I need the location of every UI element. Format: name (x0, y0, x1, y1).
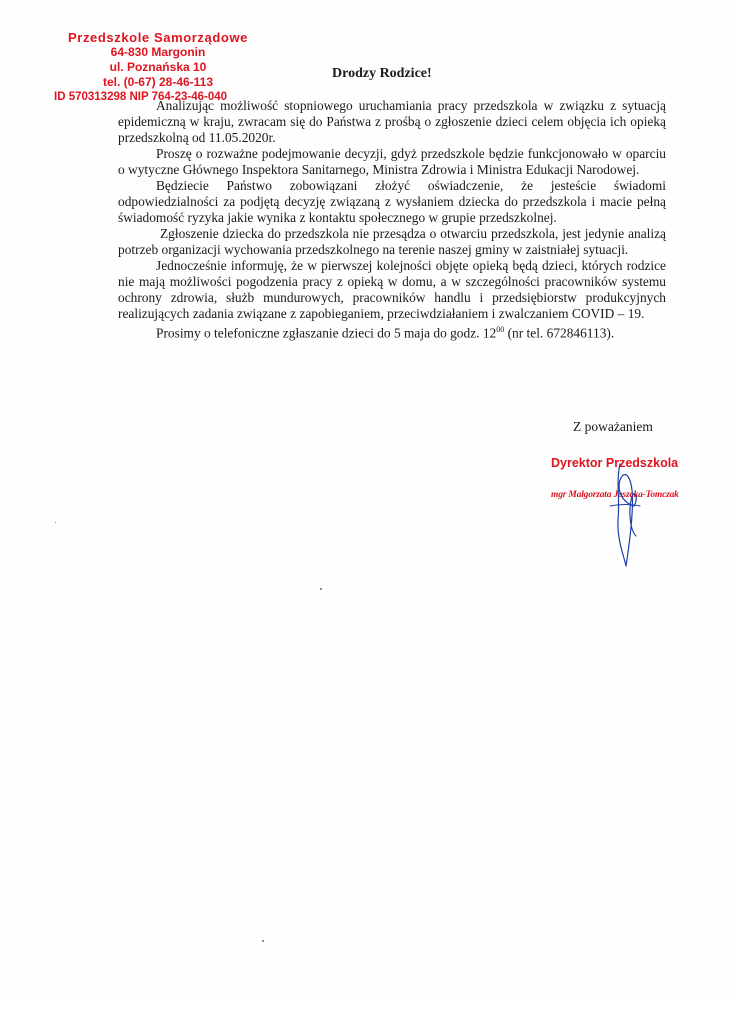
paragraph-5: Jednocześnie informuję, że w pierwszej kolejności objęte opieką będą dzieci, których rodzice nie mają możliwości pogodzenia pracy z opieką w domu, a w szczególności pracowników systemu ochrony zdrowia, służb mundurowych, pracowników handlu i przedsiębiorstw produkcyjnych realizujących zadania związane z zapobieganiem, przeciwdziałaniem i zwalczaniem COVID – 19. (118, 258, 666, 321)
signature-stamp-name: mgr Małgorzata Jaszcka-Tomczak (551, 490, 679, 500)
stamp-line-phone: tel. (0-67) 28-46-113 (102, 75, 214, 89)
scan-speck (262, 940, 264, 942)
paragraph-3: Będziecie Państwo zobowiązani złożyć oświadczenie, że jesteście świadomi odpowiedzialności za podjętą decyzję związaną z wysłaniem dziecka do przedszkola i macie pełną świadomość ryzyka jakie wynika z kontaktu społecznego w grupie przedszkolnej. (118, 178, 666, 225)
stamp-line-city: 64-830 Margonin (110, 45, 206, 59)
scan-speck (320, 588, 322, 590)
signature-stamp-title: Dyrektor Przedszkola (551, 456, 679, 470)
paragraph-2: Proszę o rozważne podejmowanie decyzji, gdyż przedszkole będzie funkcjonowało w oparciu o wytyczne Głównego Inspektora Sanitarnego, Ministra Zdrowia i Ministra Edukacji Narodowej. (118, 146, 666, 177)
paragraph-4: Zgłoszenie dziecka do przedszkola nie przesądza o otwarciu przedszkola, jest jedynie analizą potrzeb organizacji wychowania przedszkolnego na terenie naszej gminy w zaistniałej sytuacji. (118, 226, 666, 257)
letter-greeting: Drodzy Rodzice! (332, 66, 432, 81)
paragraph-6-text: Prosimy o telefoniczne zgłaszanie dzieci do 5 maja do godz. 12 (156, 325, 497, 341)
letter-body (118, 98, 666, 341)
handwritten-signature (590, 460, 670, 570)
paragraph-6-phone: (nr tel. 672846113). (504, 325, 615, 341)
stamp-line-street: ul. Poznańska 10 (109, 60, 207, 74)
paragraph-6 (118, 322, 666, 341)
institution-stamp (54, 30, 258, 105)
stamp-line-ids: ID 570313298 NIP 764-23-46-040 (54, 91, 228, 103)
stamp-line-name: Przedszkole Samorządowe (68, 30, 248, 45)
letter-closing: Z poważaniem (573, 419, 653, 434)
paragraph-1: Analizując możliwość stopniowego uruchamiania pracy przedszkola w związku z sytuacją epidemiczną w kraju, zwracam się do Państwa z prośbą o zgłoszenie dzieci celem objęcia ich opieką przedszkolną od 11.05.2020r. (118, 98, 666, 145)
scan-speck (55, 522, 56, 523)
paragraph-6-superscript: 00 (496, 325, 505, 334)
